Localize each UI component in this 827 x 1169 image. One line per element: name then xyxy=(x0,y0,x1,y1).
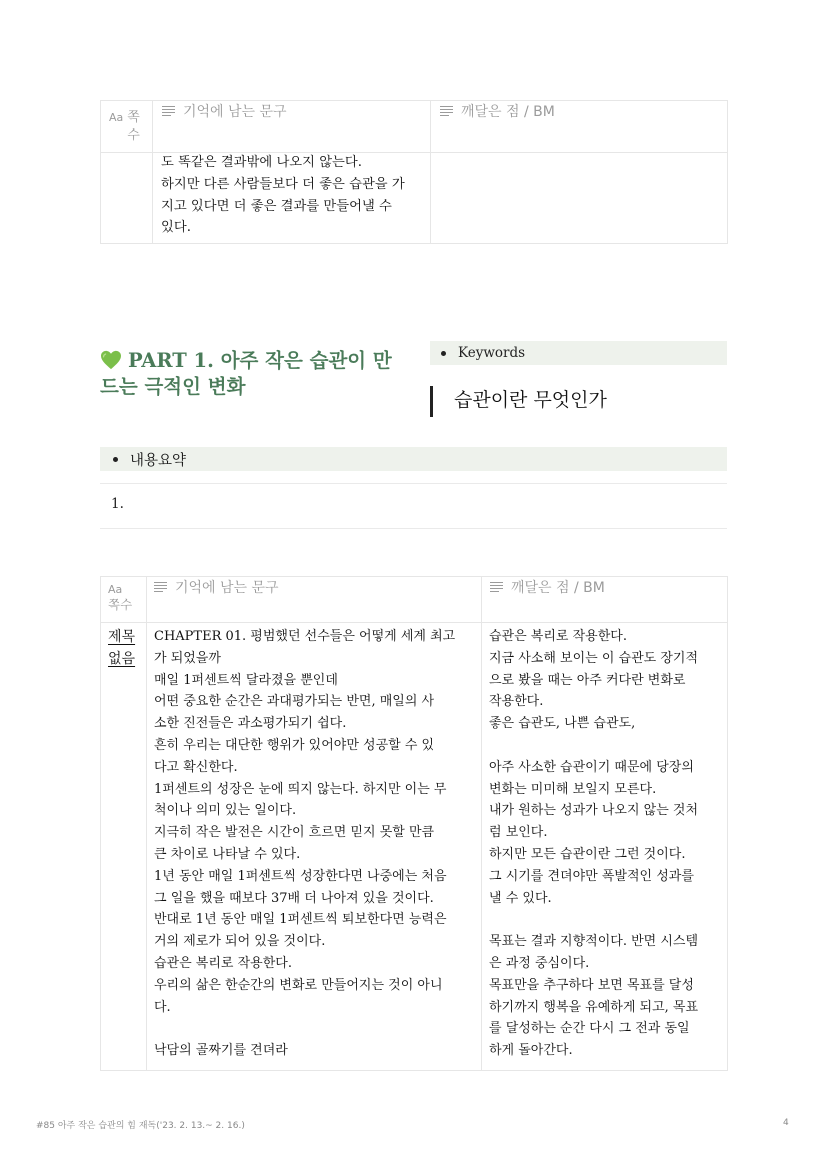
summary-bullet xyxy=(100,447,727,471)
cell-insight[interactable] xyxy=(482,623,728,1071)
footer-page-number: 4 xyxy=(783,1118,789,1128)
column-header-memorable[interactable] xyxy=(153,101,431,153)
summary-label: 내용요약 xyxy=(130,452,187,469)
bullet-dot xyxy=(113,457,118,462)
column-header-insight-label: 깨달은 점 / BM xyxy=(461,104,555,120)
part-number: PART 1. xyxy=(128,349,214,372)
text-property-icon xyxy=(154,582,167,592)
cell-insight[interactable] xyxy=(431,153,728,244)
column-header-page[interactable] xyxy=(101,577,147,623)
text-property-icon xyxy=(440,106,453,116)
column-header-page[interactable] xyxy=(101,101,153,153)
memorable-text: 도 똑같은 결과밖에 나오지 않는다. 하지만 다른 사람들보다 더 좋은 습관을 가 지고 있다면 더 좋은 결과를 만들어낼 수 있다. xyxy=(161,155,405,236)
column-header-memorable-label: 기억에 남는 문구 xyxy=(175,580,279,596)
column-header-page-label: 쪽수 xyxy=(108,597,133,612)
cell-page[interactable] xyxy=(101,623,147,1071)
insight-text: 습관은 복리로 작용한다. 지금 사소해 보이는 이 습관도 장기적 으로 봤을 때는 아주 커다란 변화로 작용한다. 좋은 습관도, 나쁜 습관도, 아주 사소한 습관이기 때문에 당장의 변화는 미미해 보일지 모른다. 내가 원하는 성과가 나오지 않는 것처 럼 보인다. 하지만 모든 습관이란 그런 것이다. 그 시기를 견뎌야만 폭발적인 성과를 낼 수 있다. 목표는 결과 지향적이다. 반면 시스템 은 과정 중심이다. 목표만을 추구하다 보면 목표를 달성 하기까지 행복을 유예하게 되고, 목표 를 달성하는 순간 다시 그 전과 동일 하게 돌아간다. xyxy=(489,629,699,1059)
cell-memorable[interactable] xyxy=(147,623,482,1071)
text-property-icon xyxy=(490,582,503,592)
green-heart-icon xyxy=(100,350,122,370)
page-title-link[interactable]: 제목 없음 xyxy=(108,629,136,667)
keyword-quote-block xyxy=(430,386,730,417)
column-header-insight[interactable] xyxy=(431,101,728,153)
summary-item-number: 1. xyxy=(111,496,124,512)
notes-table xyxy=(100,576,728,1071)
memorable-text: CHAPTER 01. 평범했던 선수들은 어떻게 세계 최고 가 되었을까 매일 1퍼센트씩 달라졌을 뿐인데 어떤 중요한 순간은 과대평가되는 반면, 매일의 사 소한 진전들은 과소평가되기 쉽다. 흔히 우리는 대단한 행위가 있어야만 성공할 수 있 다고 확신한다. 1퍼센트의 성장은 눈에 띄지 않는다. 하지만 이는 무 척이나 의미 있는 일이다. 지극히 작은 발전은 시간이 흐르면 믿지 못할 만큼 큰 차이로 나타날 수 있다. 1년 동안 매일 1퍼센트씩 성장한다면 나중에는 처음 그 일을 했을 때보다 37배 더 나아져 있을 것이다. 반대로 1년 동안 매일 1퍼센트씩 퇴보한다면 능력은 거의 제로가 되어 있을 것이다. 습관은 복리로 작용한다. 우리의 삶은 한순간의 변화로 만들어지는 것이 아니 다. 낙담의 골짜기를 견뎌라 xyxy=(154,629,456,1059)
footer-doc-title: #85 아주 작은 습관의 힘 재독('23. 2. 13.~ 2. 16.) xyxy=(36,1121,245,1131)
column-header-memorable[interactable] xyxy=(147,577,482,623)
keywords-bullet xyxy=(430,341,727,365)
bullet-dot xyxy=(441,351,446,356)
cell-memorable[interactable] xyxy=(153,153,431,244)
summary-divider-bottom xyxy=(100,528,727,529)
column-header-insight-label: 깨달은 점 / BM xyxy=(511,580,605,596)
part-title: 아주 작은 습관이 만 드는 극적인 변화 xyxy=(100,349,392,398)
column-header-insight[interactable] xyxy=(482,577,728,623)
text-property-icon xyxy=(162,106,175,116)
title-property-icon: Aa xyxy=(109,111,124,124)
column-header-page-label: 쪽수 xyxy=(127,110,140,143)
column-header-memorable-label: 기억에 남는 문구 xyxy=(183,104,287,120)
summary-divider-top xyxy=(100,483,727,484)
part-heading xyxy=(100,348,400,400)
cell-page[interactable] xyxy=(101,153,153,244)
notes-table-continued xyxy=(100,100,728,244)
keyword-quote-text: 습관이란 무엇인가 xyxy=(454,389,607,411)
keywords-label: Keywords xyxy=(458,345,526,361)
title-property-icon: Aa xyxy=(108,583,123,596)
